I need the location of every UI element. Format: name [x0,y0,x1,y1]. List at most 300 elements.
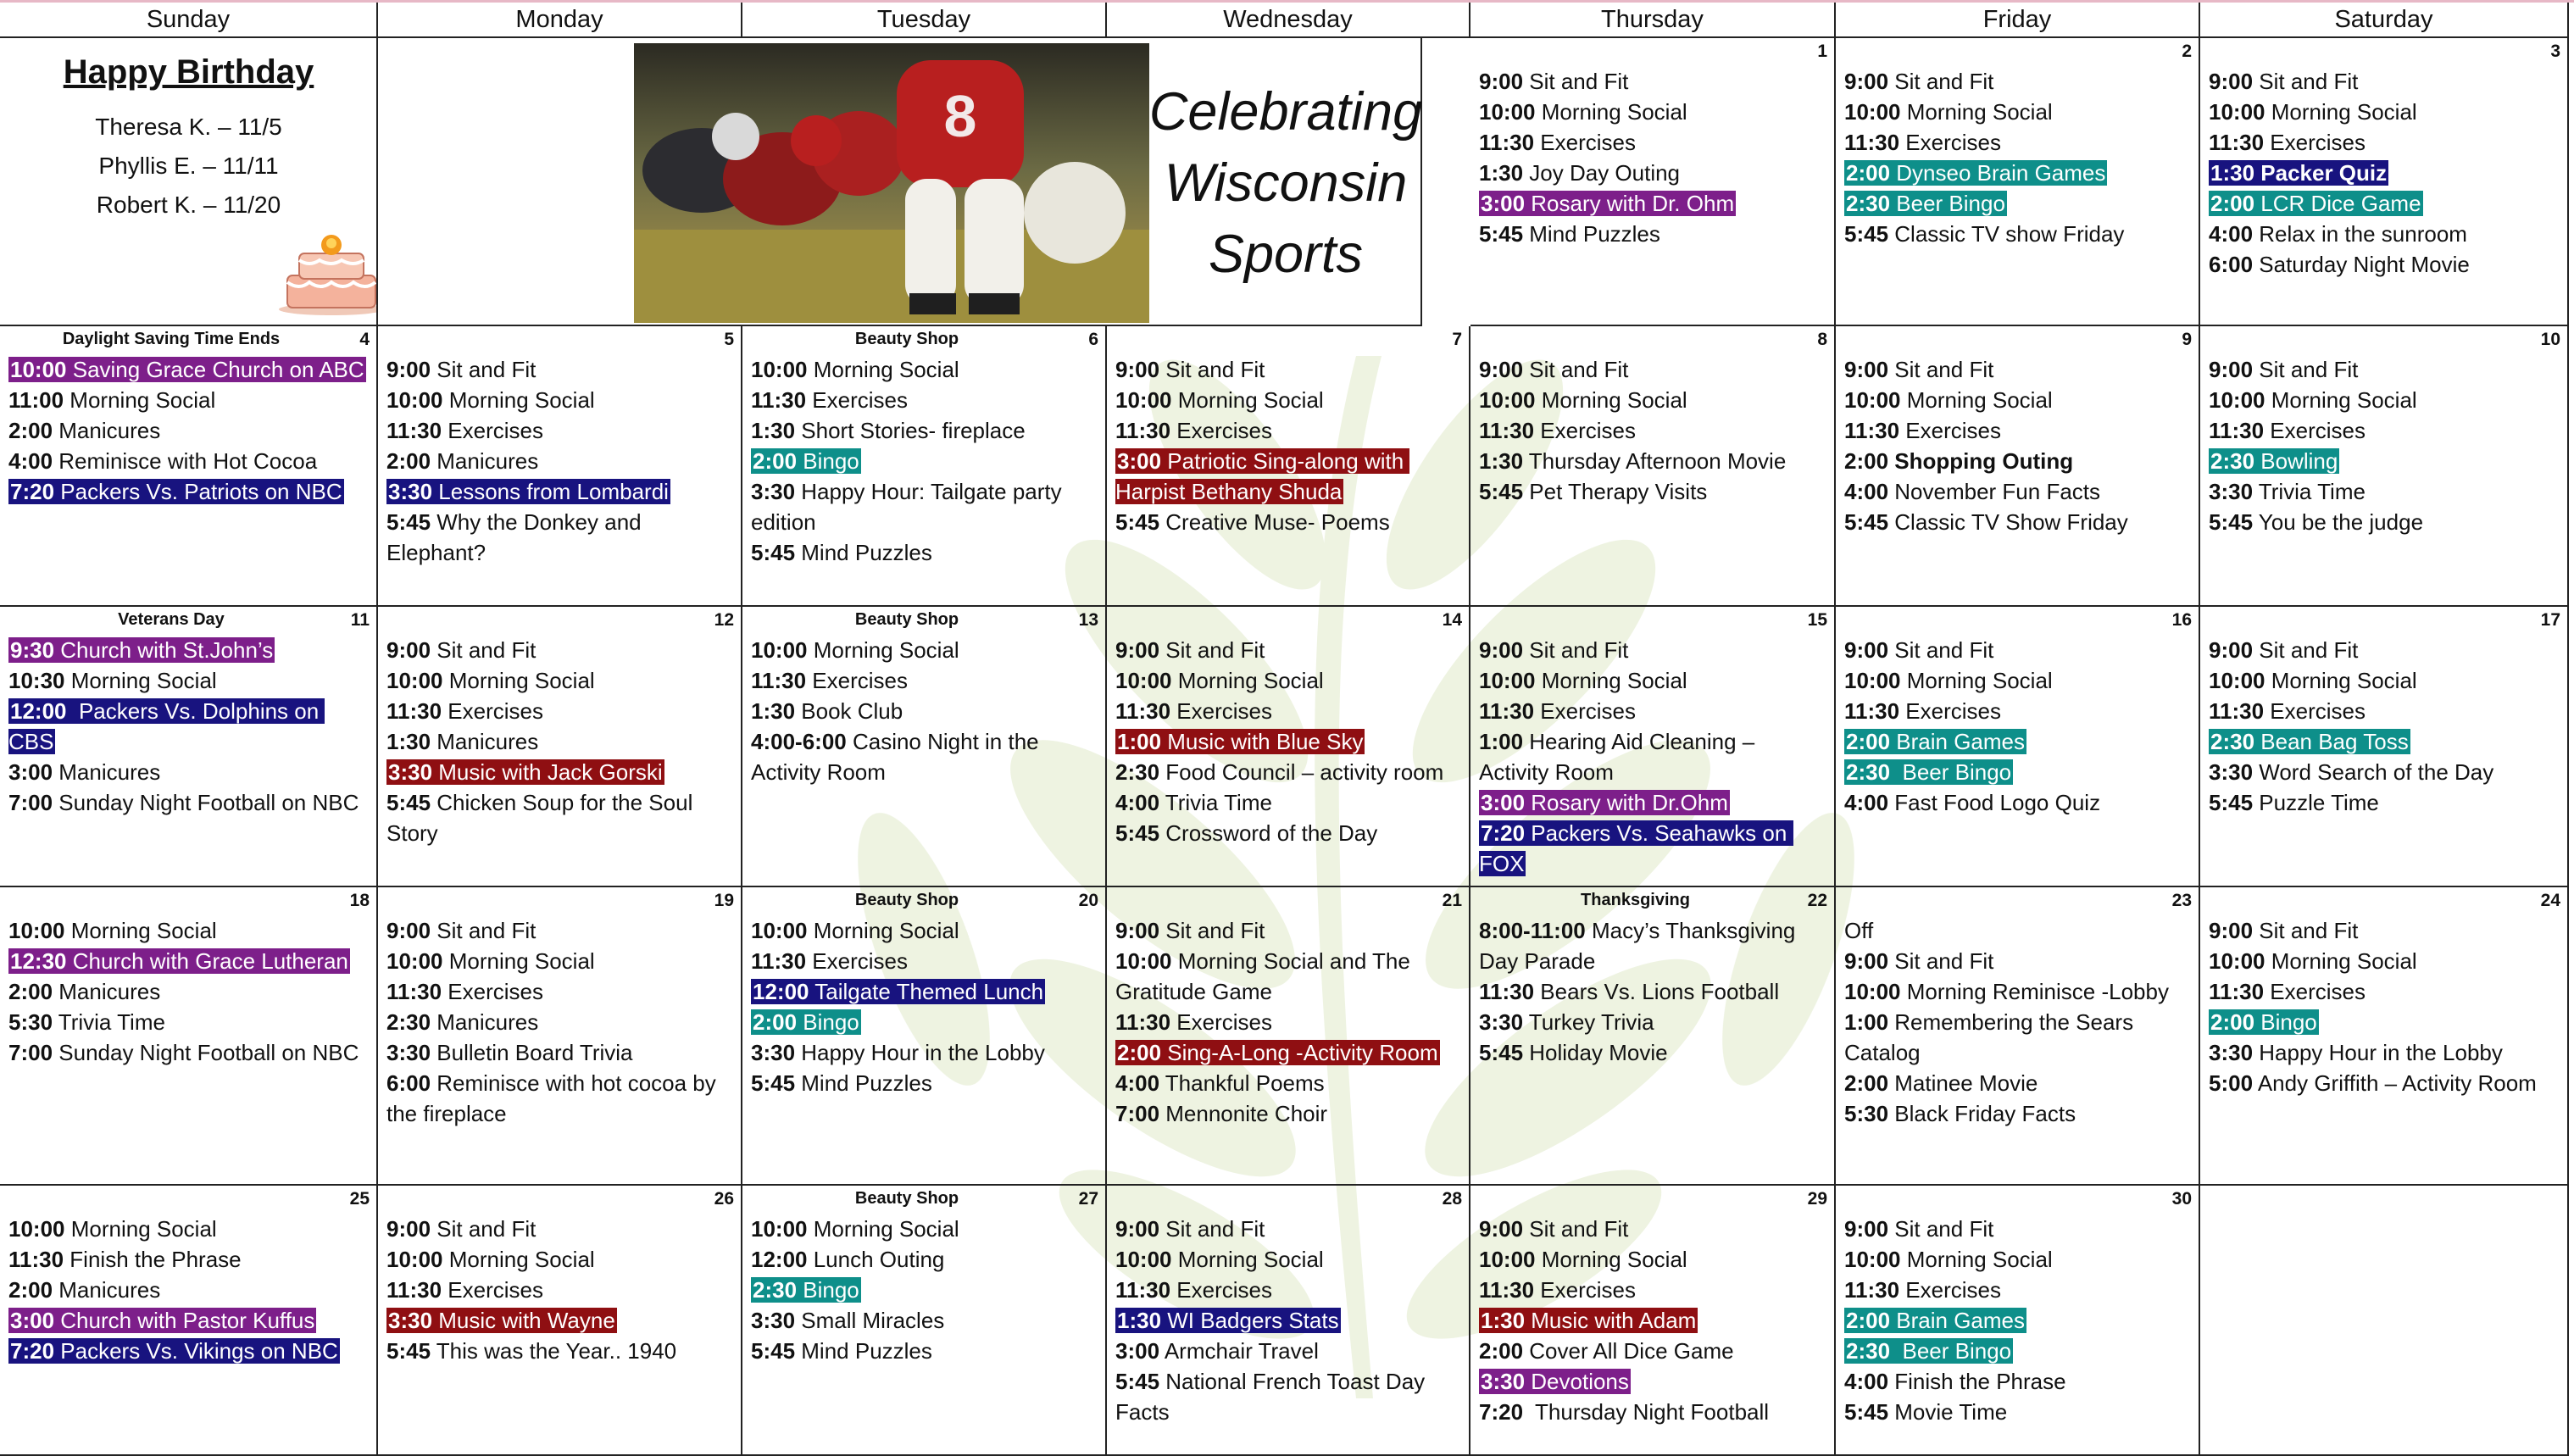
event-item [2209,415,2557,446]
event-item [751,1068,1095,1098]
event-text [2209,509,2423,535]
highlighted-event [1844,1338,2013,1364]
event-text [2209,387,2417,413]
event-title: Rosary with Dr.Ohm [1525,790,1728,815]
event-time: 3:00 [1115,1338,1160,1364]
event-text [8,1247,242,1272]
event-item [1844,1244,2188,1275]
event-item [1844,66,2188,97]
event-item [1115,915,1459,946]
event-time: 10:00 [1115,1247,1172,1272]
event-title: Morning Social [1171,668,1324,693]
event-time: 10:00 [1844,979,1901,1004]
event-item [1844,1068,2188,1098]
birthday-person: Phyllis E. – 11/11 [98,153,279,179]
event-text [8,1277,160,1303]
event-title: Sing-A-Long -Activity Room [1161,1040,1438,1065]
birthday-cell [0,38,378,326]
event-title: Exercises [2264,698,2366,724]
event-item [1844,976,2188,1007]
event-text [1115,759,1443,785]
event-time: 9:00 [1115,637,1160,663]
event-item [1115,665,1459,696]
event-title: Sit and Fit [1159,1216,1265,1242]
event-list [1479,635,1824,879]
event-title: Morning Social [2265,668,2417,693]
event-item [1115,507,1459,537]
event-title: Sit and Fit [1888,357,1994,382]
event-text [1115,1070,1325,1096]
event-time: 2:00 [1479,1338,1524,1364]
event-time: 7:00 [8,790,53,815]
event-item [8,476,366,507]
day-cell-30 [1836,1186,2200,1456]
event-text [751,1070,932,1096]
day-cell-21 [1107,887,1470,1186]
event-text [1479,1247,1687,1272]
event-time: 3:30 [2209,479,2254,504]
event-text [2209,759,2493,785]
event-text [1844,637,1993,663]
event-item [1479,635,1824,665]
event-title: Happy Hour: Tailgate party edition [751,479,1068,535]
event-time: 5:30 [1844,1101,1889,1126]
event-item [1844,1397,2188,1427]
event-title: Trivia Time [1159,790,1272,815]
event-text [1479,418,1636,443]
event-item [751,976,1095,1007]
event-time: 4:00-6:00 [751,729,847,754]
highlighted-event [1115,729,1365,754]
date-number: 4 [359,330,370,349]
event-time: 10:00 [1479,387,1536,413]
event-item [1479,818,1824,879]
event-time: 3:30 [751,479,796,504]
highlighted-event [1844,759,2013,785]
event-time: 5:45 [1844,509,1889,535]
event-text [1115,948,1416,1004]
event-item [1844,915,2188,946]
day-cell-10 [2200,326,2569,607]
event-text [751,387,908,413]
highlighted-event [1844,729,2026,754]
event-title: Sit and Fit [2253,69,2359,94]
event-time: 10:00 [751,1216,808,1242]
event-text [8,1216,217,1242]
event-time: 5:45 [386,790,431,815]
date-number: 24 [2540,891,2560,910]
event-item [1844,1007,2188,1068]
event-item [1115,1305,1459,1336]
event-item [8,1007,366,1037]
event-title: Food Council – activity room [1159,759,1444,785]
event-item [2209,354,2557,385]
event-title: Why the Donkey and Elephant? [386,509,648,565]
event-text [1479,698,1636,724]
event-title: Exercises [442,1277,543,1303]
event-title: Classic TV Show Friday [1888,509,2128,535]
date-number: 25 [349,1189,370,1209]
event-text [751,540,932,565]
event-item [1479,1305,1824,1336]
event-text [8,387,215,413]
date-number: 19 [714,891,734,910]
birthday-list [0,108,377,225]
event-time: 5:45 [2209,509,2254,535]
event-title: Macy’s Thanksgiving Day Parade [1479,918,1802,974]
event-title: Church with Grace Lutheran [66,948,348,974]
event-list [751,915,1095,1098]
event-title: Morning Social [442,387,595,413]
event-item [1479,787,1824,818]
event-item [1479,1244,1824,1275]
event-text [751,948,908,974]
event-text [386,1070,722,1126]
highlighted-event [2209,729,2410,754]
event-item [386,385,731,415]
event-item [2209,249,2557,280]
event-text [1479,1040,1668,1065]
event-item [751,476,1095,537]
event-time: 11:30 [751,668,807,693]
event-title: Thankful Poems [1159,1070,1325,1096]
event-text [1115,1247,1324,1272]
event-time: 3:00 [1481,191,1526,216]
event-text [8,979,160,1004]
event-time: 5:00 [2209,1070,2254,1096]
event-title: Exercises [1534,1277,1636,1303]
event-list [1115,354,1459,537]
event-text [1844,1399,2007,1425]
event-item [2209,188,2557,219]
event-time: 11:30 [8,1247,64,1272]
event-text [1115,387,1324,413]
event-item [386,415,731,446]
event-item [1115,446,1459,507]
event-time: 5:45 [1115,1369,1160,1394]
event-item [2209,635,2557,665]
event-text [2209,418,2366,443]
event-item [8,1336,366,1366]
event-text [1844,1369,2066,1394]
event-text [1844,130,2001,155]
event-text [1479,357,1628,382]
event-time: 9:30 [10,637,55,663]
event-item [751,354,1095,385]
date-number: 29 [1807,1189,1827,1209]
event-time: 4:00 [1844,1369,1889,1394]
event-list [1844,1214,2188,1427]
event-title: Armchair Travel [1159,1338,1319,1364]
event-text [1479,130,1636,155]
event-item [1479,696,1824,726]
event-item [1479,158,1824,188]
highlighted-event [1479,1308,1698,1333]
event-title: Small Miracles [795,1308,945,1333]
event-title: Finish the Phrase [64,1247,242,1272]
event-item [1115,726,1459,757]
event-title: Beer Bingo [1890,759,2012,785]
event-title: Exercises [1534,418,1636,443]
event-time: 9:00 [2209,69,2254,94]
event-time: 5:45 [386,509,431,535]
event-time: 2:00 [753,448,798,474]
event-title: Morning Social [1900,387,2053,413]
event-title: Puzzle Time [2253,790,2379,815]
event-time: 11:30 [386,1277,442,1303]
event-time: 1:30 [1481,1308,1526,1333]
date-number: 28 [1442,1189,1462,1209]
event-item [386,476,731,507]
event-time: 3:30 [2209,1040,2254,1065]
event-item [2209,127,2557,158]
event-title: Exercises [1170,1277,1272,1303]
event-title: Packers Vs. Vikings on NBC [54,1338,338,1364]
event-item [1844,219,2188,249]
event-text [1844,698,2001,724]
day-cell-4 [0,326,378,607]
event-time: 10:00 [386,387,443,413]
event-text [751,918,959,943]
event-time: 10:00 [1115,948,1172,974]
event-title: Beer Bingo [1890,191,2005,216]
event-item [1479,1037,1824,1068]
event-text [1115,1338,1319,1364]
event-list [1844,635,2188,818]
event-text [1115,1277,1272,1303]
day-header-saturday: Saturday [2200,3,2569,38]
event-item [1115,1244,1459,1275]
event-time: 10:00 [2209,948,2265,974]
event-title: Sit and Fit [1523,637,1629,663]
event-text [1115,1009,1272,1035]
highlighted-event [8,948,350,974]
event-item [1844,158,2188,188]
event-text [1115,668,1324,693]
event-text [386,357,536,382]
event-text [1479,637,1628,663]
event-title: Matinee Movie [1888,1070,2038,1096]
highlighted-event [751,979,1045,1004]
event-time: 2:00 [8,1277,53,1303]
event-item [1479,476,1824,507]
empty-cell [2200,1186,2569,1456]
date-number: 16 [2171,610,2192,630]
event-title: Bowling [2254,448,2338,474]
event-item [1844,446,2188,476]
event-text [1844,387,2053,413]
event-time: 9:00 [1844,637,1889,663]
date-number: 3 [2550,42,2560,61]
event-item [386,1336,731,1366]
event-title: Rosary with Dr. Ohm [1525,191,1735,216]
event-title: Morning Social [1535,668,1687,693]
event-title: Morning Social [64,918,217,943]
event-time: 9:00 [1844,357,1889,382]
event-title: Mind Puzzles [795,1338,932,1364]
event-text [8,1040,359,1065]
event-title: Sit and Fit [431,637,536,663]
event-text [1115,1216,1265,1242]
event-time: 1:30 [1479,448,1524,474]
highlighted-event [386,479,670,504]
event-time: 10:00 [1844,99,1901,125]
event-item [1844,385,2188,415]
event-title: Exercises [1534,130,1636,155]
event-time: 10:00 [386,1247,443,1272]
day-cell-11 [0,607,378,887]
event-text [1844,1247,2053,1272]
event-list [751,635,1095,787]
event-time: 2:00 [1844,1070,1889,1096]
event-title: Black Friday Facts [1888,1101,2076,1126]
banner-line: Sports [1208,225,1364,284]
event-title: Joy Day Outing [1523,160,1681,186]
event-text [1479,1216,1628,1242]
event-time: 11:30 [1844,130,1900,155]
event-list [1115,635,1459,848]
event-item [2209,757,2557,787]
highlighted-event [1115,1040,1440,1065]
event-list [2209,354,2557,537]
event-item [1115,1007,1459,1037]
event-title: Bulletin Board Trivia [431,1040,633,1065]
event-title: Happy Hour in the Lobby [2253,1040,2503,1065]
event-text [8,418,160,443]
event-title: Music with Adam [1525,1308,1697,1333]
event-item [1844,946,2188,976]
event-time: 12:30 [10,948,67,974]
event-item [8,976,366,1007]
event-time: 11:30 [1115,698,1171,724]
event-text [386,637,536,663]
event-title: LCR Dice Game [2254,191,2421,216]
event-title: Church with St.John’s [54,637,274,663]
day-cell-26 [378,1186,742,1456]
event-title: Exercises [2264,130,2366,155]
event-item [386,976,731,1007]
event-list [386,354,731,568]
event-item [386,1068,731,1129]
event-item [1479,1214,1824,1244]
date-number: 10 [2540,330,2560,349]
highlighted-event [1844,160,2107,186]
event-item [1115,635,1459,665]
event-text [1479,1399,1769,1425]
event-title: Exercises [1534,698,1636,724]
event-title: Happy Hour in the Lobby [795,1040,1045,1065]
event-time: 2:00 [8,418,53,443]
event-item [1844,696,2188,726]
event-time: 1:00 [1479,729,1524,754]
event-item [751,915,1095,946]
event-title: Morning Social [1535,99,1687,125]
day-cell-18 [0,887,378,1186]
event-title: Trivia Time [2253,479,2366,504]
event-time: 10:00 [1115,668,1172,693]
event-time: 5:30 [8,1009,53,1035]
banner-line: Celebrating [1148,82,1423,142]
event-title: Manicures [431,1009,539,1035]
event-time: 7:20 [10,479,55,504]
day-cell-13 [742,607,1107,887]
event-title: Devotions [1525,1369,1629,1394]
event-text [386,979,543,1004]
event-item [2209,976,2557,1007]
event-time: 11:30 [386,979,442,1004]
event-title: Sit and Fit [1888,637,1994,663]
event-list [1844,354,2188,537]
event-list [386,915,731,1129]
event-text [1844,790,2100,815]
event-text [386,509,648,565]
banner-line: Wisconsin [1164,153,1408,213]
event-text [1479,448,1786,474]
event-time: 2:30 [1846,1338,1891,1364]
event-item [8,446,366,476]
event-text [1844,69,1993,94]
event-title: Church with Pastor Kuffus [54,1308,315,1333]
highlighted-event [1479,790,1730,815]
event-title: Sunday Night Football on NBC [53,790,359,815]
event-time: 11:30 [386,418,442,443]
event-time: 9:00 [2209,357,2254,382]
event-item [386,1214,731,1244]
event-item [1115,757,1459,787]
event-title: WI Badgers Stats [1161,1308,1339,1333]
event-title: Music with Wayne [432,1308,615,1333]
event-time: 1:30 [751,418,796,443]
day-note: Daylight Saving Time Ends [62,330,281,348]
event-title: Packers Vs. Patriots on NBC [54,479,342,504]
event-item [2209,665,2557,696]
event-title: Morning Social [442,948,595,974]
event-title: Morning Social [807,918,959,943]
event-text [1844,448,2073,474]
event-item [2209,915,2557,946]
event-time: 12:00 [751,1247,808,1272]
event-time: 11:30 [1844,418,1900,443]
day-note: Beauty Shop [854,891,959,909]
event-time: 2:00 [8,979,53,1004]
event-text [751,1040,1045,1065]
event-text [751,357,959,382]
event-text [1844,918,1873,943]
event-text [386,448,538,474]
event-item [1844,1366,2188,1397]
event-title: Manicures [53,759,161,785]
event-time: 2:00 Shopping Outing [1844,448,2074,474]
event-item [8,915,366,946]
event-time: 3:30 [1481,1369,1526,1394]
event-text [386,387,595,413]
event-item [1844,757,2188,787]
date-number: 1 [1817,42,1827,61]
event-title: Exercises [1899,1277,2001,1303]
day-cell-25 [0,1186,378,1456]
event-item [1479,97,1824,127]
event-text [1844,1101,2076,1126]
event-text [1115,509,1390,535]
event-item [1844,188,2188,219]
highlighted-event [2209,191,2423,216]
event-time: 5:45 [1844,221,1889,247]
event-item [1479,66,1824,97]
event-time: 2:00 [386,448,431,474]
event-item [2209,97,2557,127]
event-text [386,1277,543,1303]
event-time: 9:00 [1479,69,1524,94]
